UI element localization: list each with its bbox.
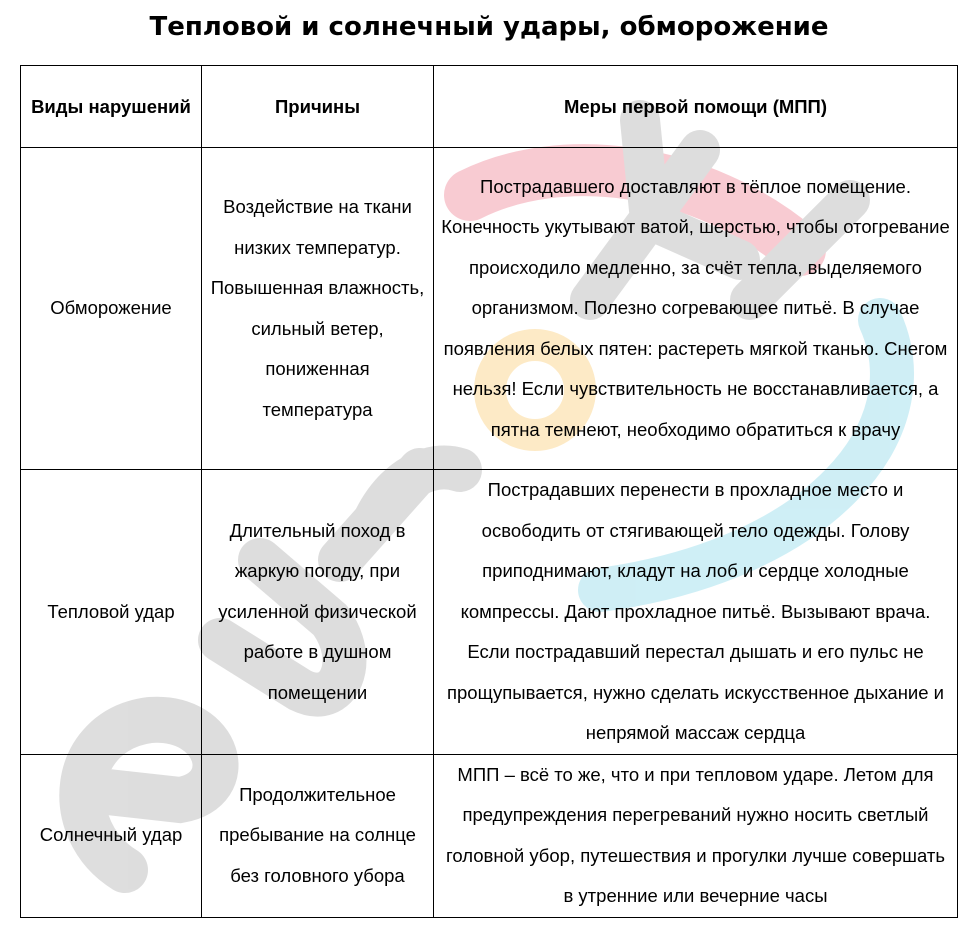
row-causes-cell: Воздействие на ткани низких температур. Повышенная влажность, сильный ветер, пониженная температура	[202, 148, 434, 470]
row-first-aid-cell: МПП – всё то же, что и при тепловом ударе. Летом для предупреждения перегреваний нужно носить светлый головной убор, путешествия и прогулки лучше совершать в утренние или вечерние часы	[434, 754, 958, 917]
first-aid-table	[20, 65, 958, 918]
header-types: Виды нарушений	[21, 66, 202, 148]
header-first-aid: Меры первой помощи (МПП)	[434, 66, 958, 148]
row-type-cell: Тепловой удар	[21, 470, 202, 755]
row-type-cell: Солнечный удар	[21, 754, 202, 917]
header-causes: Причины	[202, 66, 434, 148]
row-first-aid-cell: Пострадавшего доставляют в тёплое помещение. Конечность укутывают ватой, шерстью, чтобы отогревание происходило медленно, за счёт тепла, выделяемого организмом. Полезно согревающее питьё. В случае появления белых пятен: растереть мягкой тканью. Снегом нельзя! Если чувствительность не восстанавливается, а пятна темнеют, необходимо обратиться к врачу	[434, 148, 958, 470]
table-row	[21, 148, 958, 470]
row-first-aid-cell: Пострадавших перенести в прохладное место и освободить от стягивающей тело одежды. Голову приподнимают, кладут на лоб и сердце холодные компрессы. Дают прохладное питьё. Вызывают врача. Если пострадавший перестал дышать и его пульс не прощупывается, нужно сделать искусственное дыхание и непрямой массаж сердца	[434, 470, 958, 755]
row-causes-cell: Продолжительное пребывание на солнце без головного убора	[202, 754, 434, 917]
table-row	[21, 470, 958, 755]
table-header-row	[21, 66, 958, 148]
page-title: Тепловой и солнечный удары, обморожение	[149, 12, 829, 42]
row-causes-cell: Длительный поход в жаркую погоду, при усиленной физической работе в душном помещении	[202, 470, 434, 755]
table-row	[21, 754, 958, 917]
row-type-cell: Обморожение	[21, 148, 202, 470]
